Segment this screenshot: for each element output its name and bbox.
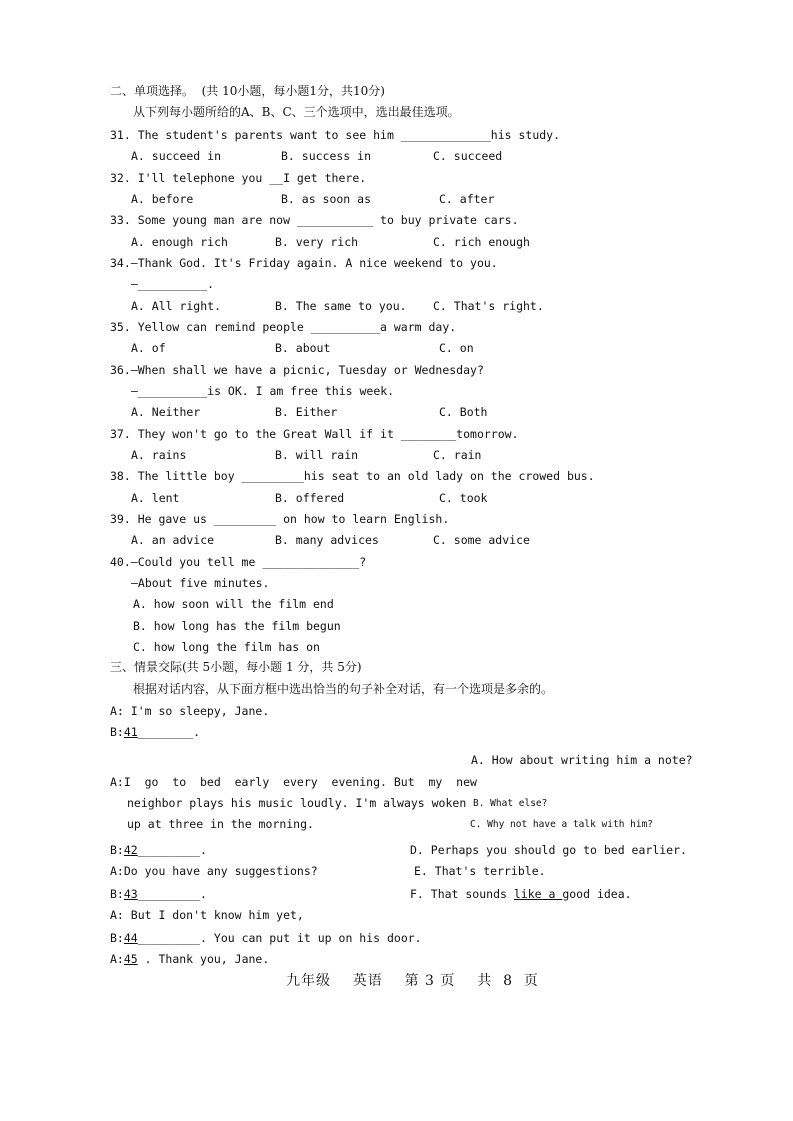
question-36-option-b[interactable]: B. Either bbox=[275, 405, 338, 419]
question-34-reply: —__________. bbox=[131, 277, 215, 291]
blank-43-number[interactable]: 43 bbox=[123, 887, 138, 901]
question-33-option-c[interactable]: C. rich enough bbox=[433, 235, 530, 249]
question-40-option-b[interactable]: B. how long has the film begun bbox=[133, 619, 341, 633]
option-f[interactable]: F. That sounds like a good idea. bbox=[410, 887, 632, 901]
dialog-line-b44: B:44_________. You can put it up on his door. bbox=[110, 931, 422, 945]
option-c[interactable]: C. Why not have a talk with him? bbox=[470, 819, 654, 830]
question-36-option-c[interactable]: C. Both bbox=[439, 405, 488, 419]
question-35-stem: 35. Yellow can remind people __________a warm day. bbox=[110, 320, 457, 334]
dialog-line-a2-3: up at three in the morning. bbox=[127, 817, 314, 831]
question-32-stem: 32. I'll telephone you __I get there. bbox=[110, 171, 367, 185]
question-34-stem: 34.—Thank God. It's Friday again. A nice weekend to you. bbox=[110, 256, 498, 270]
question-37-stem: 37. They won't go to the Great Wall if it ________tomorrow. bbox=[110, 427, 519, 441]
section3-instruction: 根据对话内容，从下面方框中选出恰当的句子补全对话，有一个选项是多余的。 bbox=[133, 682, 554, 696]
blank-42-number[interactable]: 42 bbox=[123, 843, 138, 857]
question-40-stem: 40.—Could you tell me ______________? bbox=[110, 555, 367, 569]
section2-heading: 二、单项选择。 (共 10小题，每小题1分，共10分) bbox=[110, 84, 385, 98]
question-36-option-a[interactable]: A. Neither bbox=[131, 405, 201, 419]
section2-instruction: 从下列每小题所给的A、B、C、三个选项中，选出最佳选项。 bbox=[133, 105, 460, 119]
question-37-option-b[interactable]: B. will rain bbox=[275, 448, 359, 462]
section3-heading: 三、情景交际(共 5小题，每小题 1 分，共 5分) bbox=[110, 660, 362, 674]
question-40-reply: —About five minutes. bbox=[131, 576, 270, 590]
option-a[interactable]: A. How about writing him a note? bbox=[471, 753, 693, 767]
question-38-option-b[interactable]: B. offered bbox=[275, 491, 345, 505]
question-39-option-c[interactable]: C. some advice bbox=[433, 533, 530, 547]
question-32-option-c[interactable]: C. after bbox=[439, 192, 495, 206]
dialog-line-a4: A: But I don't know him yet, bbox=[110, 908, 304, 922]
blank-45-number[interactable]: 45 bbox=[123, 952, 138, 966]
question-34-option-b[interactable]: B. The same to you. bbox=[275, 299, 407, 313]
question-40-option-a[interactable]: A. how soon will the film end bbox=[133, 597, 334, 611]
question-31-option-b[interactable]: B. success in bbox=[281, 149, 372, 163]
question-39-option-b[interactable]: B. many advices bbox=[275, 533, 379, 547]
question-32-option-a[interactable]: A. before bbox=[131, 192, 194, 206]
question-33-option-b[interactable]: B. very rich bbox=[275, 235, 359, 249]
question-40-option-c[interactable]: C. how long the film has on bbox=[133, 640, 320, 654]
dialog-line-b41: B:41________. bbox=[110, 725, 201, 739]
question-38-option-a[interactable]: A. lent bbox=[131, 491, 180, 505]
question-36-reply: —__________is OK. I am free this week. bbox=[131, 384, 395, 398]
question-37-option-a[interactable]: A. rains bbox=[131, 448, 187, 462]
dialog-line-b43: B:43_________. bbox=[110, 887, 207, 901]
question-35-option-c[interactable]: C. on bbox=[439, 341, 474, 355]
dialog-line-a5: A:45 . Thank you, Jane. bbox=[110, 952, 270, 966]
question-39-stem: 39. He gave us _________ on how to learn English. bbox=[110, 512, 450, 526]
question-36-stem: 36.—When shall we have a picnic, Tuesday or Wednesday? bbox=[110, 363, 484, 377]
dialog-line-a2-1: A:I go to bed early every evening. But my new bbox=[110, 775, 477, 789]
option-b[interactable]: B. What else? bbox=[473, 798, 548, 809]
option-e[interactable]: E. That's terrible. bbox=[414, 864, 546, 878]
question-39-option-a[interactable]: A. an advice bbox=[131, 533, 215, 547]
question-33-option-a[interactable]: A. enough rich bbox=[131, 235, 228, 249]
question-32-option-b[interactable]: B. as soon as bbox=[281, 192, 372, 206]
question-31-stem: 31. The student's parents want to see him _____________his study. bbox=[110, 128, 561, 142]
dialog-line-a2-2: neighbor plays his music loudly. I'm always woken bbox=[127, 796, 467, 810]
dialog-line-a1: A: I'm so sleepy, Jane. bbox=[110, 704, 270, 718]
question-35-option-a[interactable]: A. of bbox=[131, 341, 166, 355]
dialog-line-b42: B:42_________. bbox=[110, 843, 207, 857]
blank-44-number[interactable]: 44 bbox=[123, 931, 138, 945]
question-33-stem: 33. Some young man are now ___________ to buy private cars. bbox=[110, 213, 519, 227]
question-38-stem: 38. The little boy _________his seat to an old lady on the crowed bus. bbox=[110, 469, 595, 483]
question-37-option-c[interactable]: C. rain bbox=[433, 448, 482, 462]
question-31-option-a[interactable]: A. succeed in bbox=[131, 149, 222, 163]
question-34-option-c[interactable]: C. That's right. bbox=[433, 299, 544, 313]
page-footer: 九年级 英语 第 3 页 共 8 页 bbox=[286, 973, 539, 989]
question-35-option-b[interactable]: B. about bbox=[275, 341, 331, 355]
question-38-option-c[interactable]: C. took bbox=[439, 491, 488, 505]
dialog-line-a3: A:Do you have any suggestions? bbox=[110, 864, 318, 878]
question-34-option-a[interactable]: A. All right. bbox=[131, 299, 222, 313]
blank-41-number[interactable]: 41 bbox=[123, 725, 138, 739]
question-31-option-c[interactable]: C. succeed bbox=[433, 149, 503, 163]
option-d[interactable]: D. Perhaps you should go to bed earlier. bbox=[410, 843, 687, 857]
